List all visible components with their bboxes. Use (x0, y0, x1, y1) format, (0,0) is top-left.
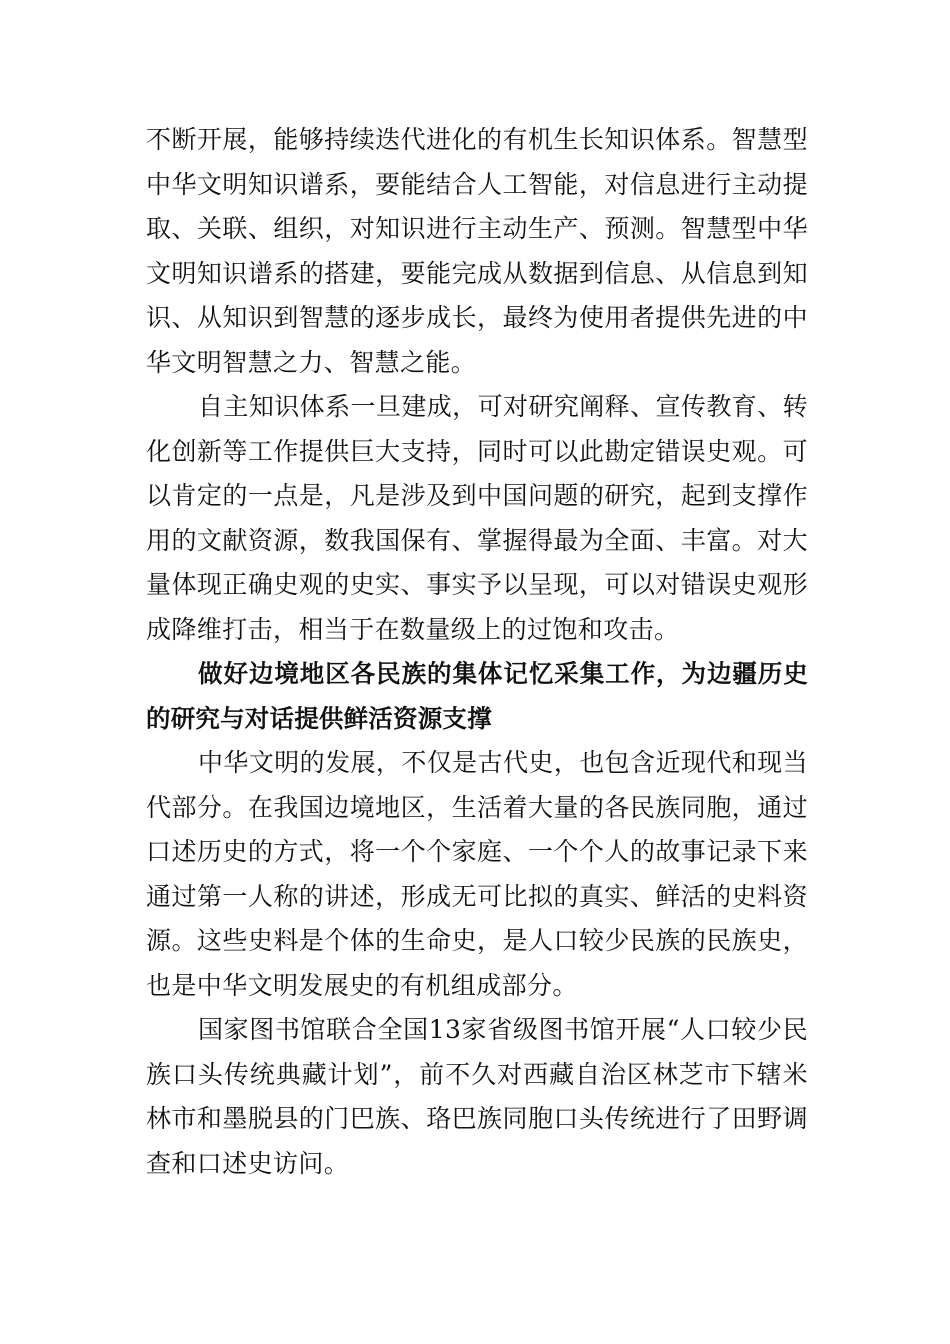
paragraph-library-project: 国家图书馆联合全国13家省级图书馆开展“人口较少民族口头传统典藏计划”，前不久对西藏自治区林芝市下辖米林市和墨脱县的门巴族、珞巴族同胞口头传统进行了田野调查和口述史访问。 (146, 1015, 808, 1178)
section-heading-border-memory: 做好边境地区各民族的集体记忆采集工作，为边疆历史的研究与对话提供鲜活资源支撑 (146, 659, 808, 733)
paragraph-oral-history: 中华文明的发展，不仅是古代史，也包含近现代和现当代部分。在我国边境地区，生活着大量的各民族同胞，通过口述历史的方式，将一个个家庭、一个个人的故事记录下来通过第一人称的讲述，形成无可比拟的真实、鲜活的史料资源。这些史料是个体的生命史，是人口较少民族的民族史，也是中华文明发展史的有机组成部分。 (146, 748, 808, 1000)
document-body (146, 118, 808, 1186)
paragraph-knowledge-system: 不断开展，能够持续迭代进化的有机生长知识体系。智慧型中华文明知识谱系，要能结合人工智能，对信息进行主动提取、关联、组织，对知识进行主动生产、预测。智慧型中华文明知识谱系的搭建，要能完成从数据到信息、从信息到知识、从知识到智慧的逐步成长，最终为使用者提供先进的中华文明智慧之力、智慧之能。 (146, 125, 808, 377)
paragraph-independent-knowledge: 自主知识体系一旦建成，可对研究阐释、宣传教育、转化创新等工作提供巨大支持，同时可以此勘定错误史观。可以肯定的一点是，凡是涉及到中国问题的研究，起到支撑作用的文献资源，数我国保有、掌握得最为全面、丰富。对大量体现正确史观的史实、事实予以呈现，可以对错误史观形成降维打击，相当于在数量级上的过饱和攻击。 (146, 392, 808, 644)
